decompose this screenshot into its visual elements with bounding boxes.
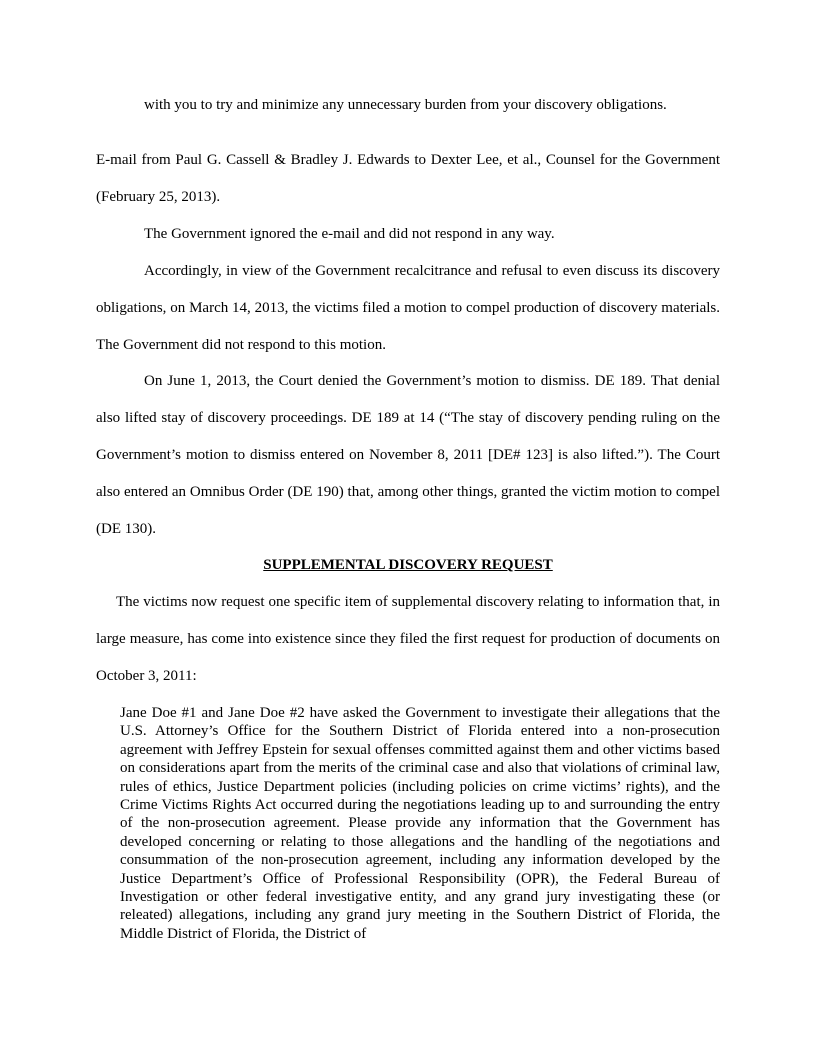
email-citation bbox=[96, 142, 720, 216]
paragraph-court-denied-dismiss bbox=[96, 363, 720, 548]
discovery-request-quote bbox=[120, 704, 720, 943]
paragraph-text: The victims now request one specific item of supplemental discovery relating to information that, in large measure, has come into existence since they filed the first request for production of documents on October 3, 2011: bbox=[96, 594, 720, 684]
email-quote-continuation bbox=[144, 96, 671, 115]
section-heading-text: SUPPLEMENTAL DISCOVERY REQUEST bbox=[263, 557, 553, 573]
paragraph-supplemental-intro bbox=[96, 584, 720, 695]
paragraph-motion-to-compel bbox=[96, 253, 720, 364]
paragraph-text: On June 1, 2013, the Court denied the Government’s motion to dismiss. DE 189. That denial also lifted stay of discovery proceedings. DE 189 at 14 (“The stay of discovery pending ruling on the Government’s motion to dismiss entered on November 8, 2011 [DE# 123] is also lifted.”). The Court also entered an Omnibus Order (DE 190) that, among other things, granted the victim motion to compel (DE 130). bbox=[96, 373, 720, 537]
paragraph-government-ignored bbox=[96, 216, 720, 253]
section-heading bbox=[96, 552, 720, 578]
request-quote-text: Jane Doe #1 and Jane Doe #2 have asked the Government to investigate their allegations that the U.S. Attorney’s Office for the Southern District of Florida entered into a non-prosecution agreement with Jeffrey Epstein for sexual offenses committed against them and other victims based on considerations apart from the merits of the criminal case and also that violations of criminal law, rules of ethics, Justice Department policies (including policies on crime victims’ rights), and the Crime Victims Rights Act occurred during the negotiations leading up to and surrounding the entry of the non-prosecution agreement. Please provide any information that the Government has developed concerning or relating to those allegations and the handling of the negotiations and consummation of the non-prosecution agreement, including any information developed by the Justice Department’s Office of Professional Responsibility (OPR), the Federal Bureau of Investigation or other federal investigative entity, and any grand jury investigating these (or releated) allegations, including any grand jury meeting in the Southern District of Florida, the Middle District of Florida, the District of bbox=[120, 705, 720, 942]
citation-text: E-mail from Paul G. Cassell & Bradley J. Edwards to Dexter Lee, et al., Counsel for the Government (February 25, 2013). bbox=[96, 152, 720, 205]
paragraph-text: The Government ignored the e-mail and did not respond in any way. bbox=[144, 226, 555, 242]
paragraph-text: Accordingly, in view of the Government recalcitrance and refusal to even discuss its discovery obligations, on March 14, 2013, the victims filed a motion to compel production of discovery materials. The Government did not respond to this motion. bbox=[96, 263, 720, 353]
email-quote-text: with you to try and minimize any unnecessary burden from your discovery obligations. bbox=[144, 97, 667, 113]
